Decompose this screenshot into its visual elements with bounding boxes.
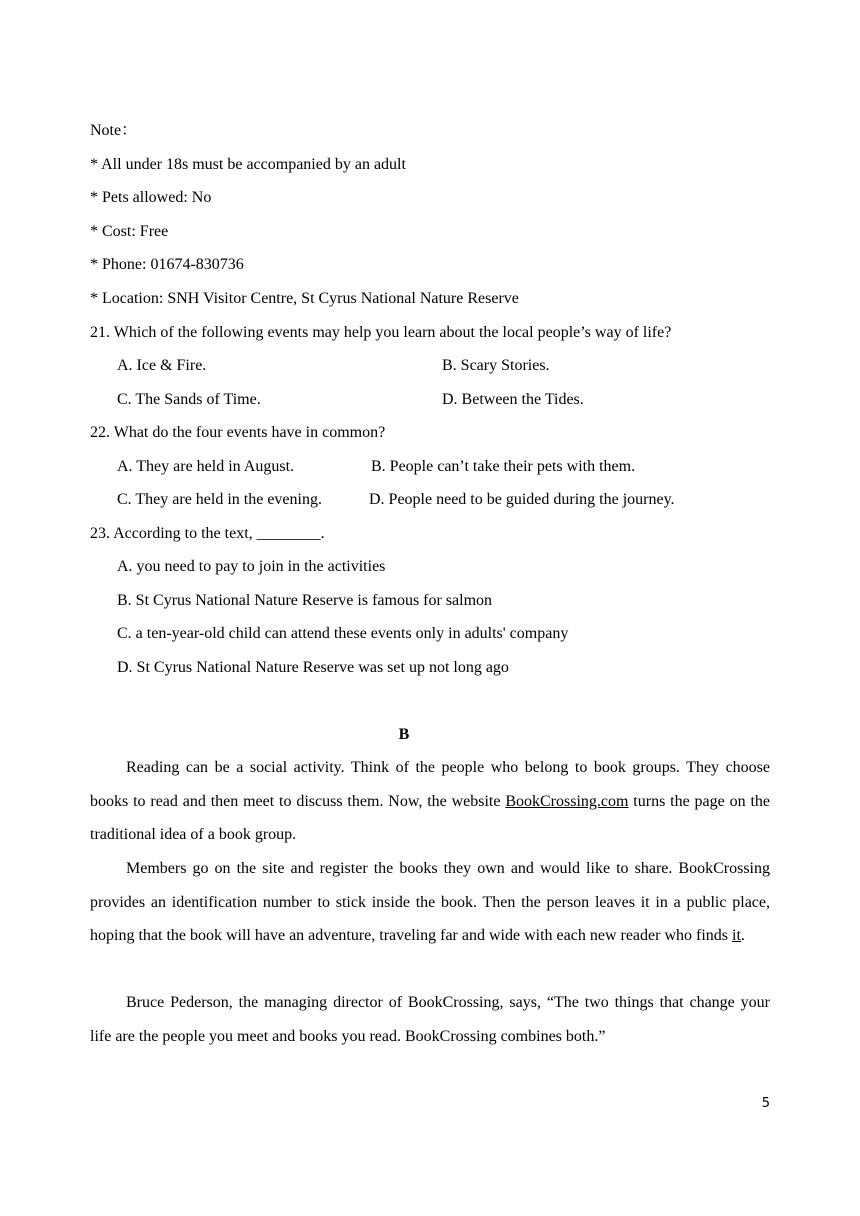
question-21-option-a: A. Ice & Fire. (117, 357, 207, 374)
note-item-cost: * Cost: Free (90, 223, 169, 240)
question-23-option-d: D. St Cyrus National Nature Reserve was set up not long ago (117, 659, 509, 676)
note-item-phone: * Phone: 01674-830736 (90, 256, 244, 273)
section-b-paragraph-1 (90, 751, 770, 852)
paragraph-2-text-start: Members go on the site and register the books they own and would like to share. BookCrossing provides an identification number to stick inside the book. Then the person leaves it in a public place, hoping that the book will have an adventure, traveling far and wide with each new reader who finds (90, 860, 770, 944)
paragraph-2-text-end: . (740, 927, 745, 944)
question-21-option-d: D. Between the Tides. (442, 391, 584, 408)
question-22-stem: 22. What do the four events have in common? (90, 424, 386, 441)
bookcrossing-link[interactable]: BookCrossing.com (505, 792, 629, 810)
question-23-stem: 23. According to the text, ________. (90, 525, 325, 542)
section-b-paragraph-2 (90, 852, 770, 953)
question-22-option-b: B. People can’t take their pets with them. (371, 458, 636, 475)
question-23-option-a: A. you need to pay to join in the activities (117, 558, 386, 575)
note-item-pets: * Pets allowed: No (90, 189, 212, 206)
note-item-age: * All under 18s must be accompanied by an adult (90, 156, 406, 173)
question-21-option-c: C. The Sands of Time. (117, 391, 261, 408)
paragraph-1-text-end: turns the page on the traditional idea of a book group. (90, 792, 771, 843)
page-number: 5 (761, 1096, 770, 1111)
question-21-option-b: B. Scary Stories. (442, 357, 550, 374)
underlined-word-it: it (732, 927, 741, 944)
question-22-option-a: A. They are held in August. (117, 458, 295, 475)
question-23-option-b: B. St Cyrus National Nature Reserve is famous for salmon (117, 592, 493, 609)
section-b-paragraph-3: Bruce Pederson, the managing director of BookCrossing, says, “The two things that change your life are the people you meet and books you read. BookCrossing combines both.” (90, 994, 770, 1045)
question-23-option-c: C. a ten-year-old child can attend these events only in adults' company (117, 625, 569, 642)
question-22-option-c: C. They are held in the evening. (117, 491, 322, 508)
note-title: Note： (90, 122, 138, 139)
section-b-heading: B (398, 726, 410, 743)
paragraph-1-text-start: Reading can be a social activity. Think of the people who belong to book groups. They choose books to read and then meet to discuss them. Now, the website (90, 759, 770, 810)
question-21-stem: 21. Which of the following events may help you learn about the local people’s way of life? (90, 324, 672, 341)
question-22-option-d: D. People need to be guided during the journey. (369, 491, 675, 508)
note-item-location: * Location: SNH Visitor Centre, St Cyrus National Nature Reserve (90, 290, 519, 307)
